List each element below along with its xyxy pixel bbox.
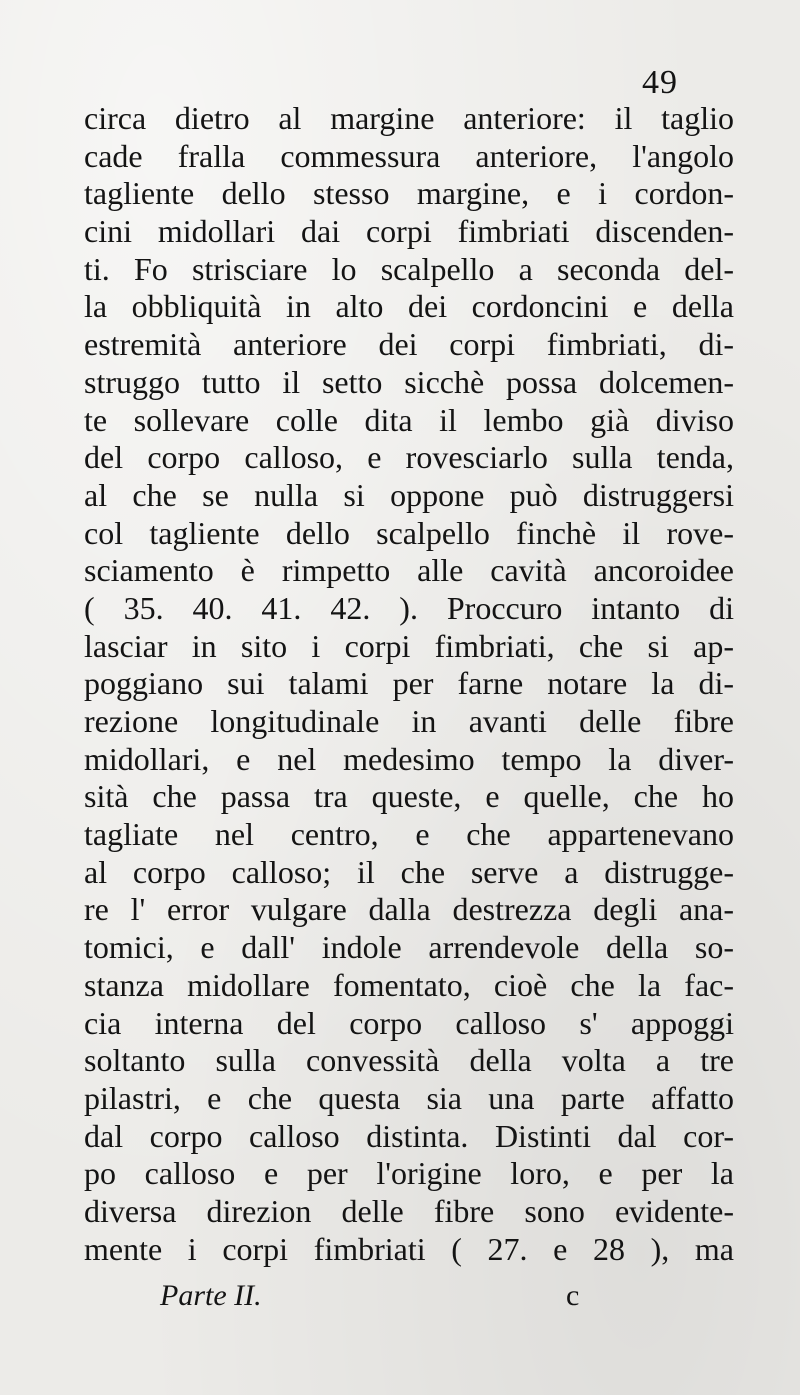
text-line: diversa direzion delle fibre sono evidente- (84, 1192, 734, 1229)
text-line: dal corpo calloso distinta. Distinti dal cor- (84, 1117, 734, 1154)
page-number: 49 (642, 64, 678, 101)
text-line: del corpo calloso, e rovesciarlo sulla tenda, (84, 439, 734, 476)
text-line: mente i corpi fimbriati ( 27. e 28 ), ma (84, 1230, 734, 1267)
text-line: ( 35. 40. 41. 42. ). Proccuro intanto di (84, 589, 734, 626)
text-line: al corpo calloso; il che serve a distrugge- (84, 853, 734, 890)
text-line: la obbliquità in alto dei cordoncini e della (84, 288, 734, 325)
text-line: struggo tutto il setto sicchè possa dolcemen- (84, 363, 734, 400)
text-line: estremità anteriore dei corpi fimbriati, di- (84, 326, 734, 363)
text-line: lasciar in sito i corpi fimbriati, che si ap- (84, 627, 734, 664)
text-line: cini midollari dai corpi fimbriati discenden- (84, 213, 734, 250)
footer-signature-mark: c (566, 1279, 580, 1312)
text-line: col tagliente dello scalpello finchè il rove- (84, 514, 734, 551)
text-line: cia interna del corpo calloso s' appoggi (84, 1004, 734, 1041)
text-line: poggiano sui talami per farne notare la di- (84, 665, 734, 702)
body-text (84, 100, 734, 1268)
text-line: sità che passa tra queste, e quelle, che ho (84, 778, 734, 815)
text-line: sciamento è rimpetto alle cavità ancoroidee (84, 552, 734, 589)
text-line: re l' error vulgare dalla destrezza degli ana- (84, 891, 734, 928)
text-line: pilastri, e che questa sia una parte affatto (84, 1079, 734, 1116)
text-line: soltanto sulla convessità della volta a tre (84, 1042, 734, 1079)
text-line: cade fralla commessura anteriore, l'angolo (84, 137, 734, 174)
text-line: po calloso e per l'origine loro, e per la (84, 1155, 734, 1192)
text-line: ti. Fo strisciare lo scalpello a seconda del- (84, 250, 734, 287)
text-line: midollari, e nel medesimo tempo la diver- (84, 740, 734, 777)
text-line: tomici, e dall' indole arrendevole della so- (84, 929, 734, 966)
text-line: tagliente dello stesso margine, e i cordon- (84, 175, 734, 212)
text-line: stanza midollare fomentato, cioè che la fac- (84, 966, 734, 1003)
text-line: circa dietro al margine anteriore: il taglio (84, 100, 734, 136)
text-line: al che se nulla si oppone può distruggersi (84, 476, 734, 513)
text-line: rezione longitudinale in avanti delle fibre (84, 703, 734, 739)
text-line: te sollevare colle dita il lembo già diviso (84, 401, 734, 438)
footer-part-label: Parte II. (160, 1279, 262, 1312)
text-line: tagliate nel centro, e che appartenevano (84, 816, 734, 853)
